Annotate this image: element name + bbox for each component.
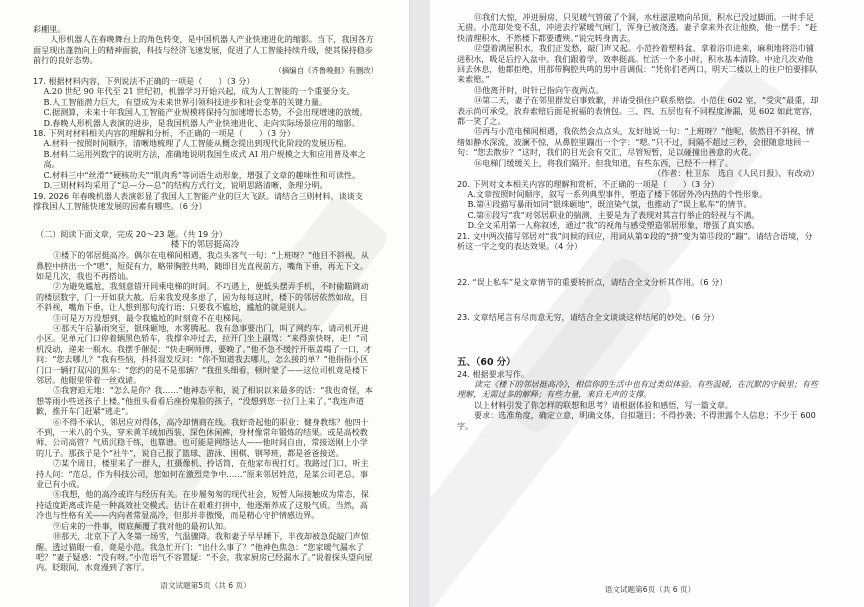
q20-option-a: A.文章按照时间顺序，叙写一系列典型事件，塑造了楼下邻居外冷内热的个性形象。 xyxy=(467,188,768,199)
source-note: （摘编自《齐鲁晚报》有删改） xyxy=(274,65,378,75)
q24-material: 读完《楼下的邻居挺高冷》，相信你的生活中也有过类似体验。有些温暖，在沉默的守候里；有些理解，无需过多的解释；有些力量，来自无声的支撑。 xyxy=(457,378,818,400)
material-end xyxy=(33,24,378,76)
author-line: （作者：杜卫东 选自《人民日报》，有改动） xyxy=(653,168,819,179)
q20-stem: 20. 下列对文本相关内容的理解和赏析，不正确的一项是（ ）（3 分） xyxy=(457,178,719,189)
article-paragraph: ⑪我们大惊，冲进厨房，只见暖气管破了个洞，水柱滋滋喷向吊顶，积水已没过脚面。一时手足无措。小范却处变不乱，冲进去拧紧暖气闸门，浑身已被浇透。妻子拿来外衣让他换，他一摆手：“赶快清理积水，不然楼下都要遭殃。”说完转身离去。 xyxy=(457,12,818,43)
q17-stem: 17. 根据材料内容，下列说法不正确的一项是（ ）（3 分） xyxy=(33,76,255,87)
page-5-content xyxy=(33,24,378,591)
q18-option-d: D.三则材料均采用了“总—分—总”的结构方式行文，说明思路清晰，条理分明。 xyxy=(43,180,328,191)
q17-option-a: A.20 世纪 90 年代至 21 世纪初，机器学习开始兴起，成为人工智能的一个重要分支。 xyxy=(43,86,355,97)
article-paragraph: ⑩那天，北京下了入冬第一场雪，气温骤降。我和妻子早早睡下，半夜却被急促敲门声惊醒。透过猫眼一看，竟是小范。我急忙开门：“出什么事了？”他神色焦急：“您家暖气漏水了吧？”妻子疑惑：“没有呀。”小范语气不容置疑：“不会，我家厨房已经漏水了。”说着探头望向屋内。眨眼间，水竟漫到了客厅。 xyxy=(36,531,373,573)
q18-option-c: C.材料三中“丝滑”“硬核功夫”“肌肉秀”等词语生动形象，增强了文章的趣味性和可读性。 xyxy=(43,169,361,180)
question-17 xyxy=(33,76,378,128)
writing-section xyxy=(457,358,819,431)
question-18 xyxy=(33,128,378,190)
article-paragraph: ⑭第二天，妻子在邻里群发启事致歉，并请受损住户联系赔偿。小范住 602 室，“受灾”最重，却表示尚可承受，放弃索赔后面是祝福的表情包。三、四、五层也有不同程度渗漏，见 602 如此宽容，都一笑了之。 xyxy=(457,95,819,127)
q20-option-d: D.全文采用第一人称叙述，通过“我”的视角与感受塑造邻居形象，增强了真实感。 xyxy=(467,220,760,231)
exam-page-6 xyxy=(430,0,864,607)
q20-option-b: B.第④段描写暴雨如同“银珠砸地”，既渲染气氛，也推动了“误上私车”的情节。 xyxy=(467,199,752,210)
article-paragraph: ⑥不得不承认，邻居应对得体，高冷却情商在线。我好奇起他的职业：健身教练？他四十不到，一米八的个头，穿米黄羊绒加西装、深色休闲裤，身材像常年锻炼的结果。或是高校教师、公司高管？气质沉稳干练，也靠谱。也可能是网络达人——他时间自由，常接送刚上小学的儿子。那孩子是个“社牛”，说自己报了篮球、游泳、围棋、钢琴班，都是爸爸接送。 xyxy=(36,416,369,458)
q24-stem: 24. 根据要求写作。 xyxy=(457,368,530,379)
article-paragraph: ⑦某个周日，楼里来了一群人，扛摄像机、拎话筒，在他家布视打灯。我路过门口，听主持人问：“范总，作为科技公司，您如何在激烈竞争中……”原来邻居姓范，是某公司老总，事业已有小成。 xyxy=(36,458,369,490)
q18-stem: 18. 下列对材料相关内容的理解和分析，不正确的一项是（ ）（3 分） xyxy=(33,128,295,139)
article-paragraph: ⑧我想，他的高冷或许与经历有关。在步履匆匆的现代社会，短暂人际接触成为常态，保持适度距离或许是一种高效社交模式。估计在艰难打拼中，他逐渐养成了这般气质。当然，高冷也与性格有关——内向者常显高冷，但那并非傲慢，而是精心守护情感边界。 xyxy=(36,489,369,521)
article-paragraph: ⑬他离开时，时针已指向午夜两点。 xyxy=(474,84,604,95)
q19-text: 19. 2026 年春晚机器人表演彰显了我国人工智能产业的巨大飞跃。请结合三则材料，谈谈支撑我国人工智能快速发展的因素有哪些。（6 分） xyxy=(33,190,363,211)
question-23 xyxy=(457,312,819,322)
question-20 xyxy=(457,179,819,231)
q17-option-d: D.春晚人形机器人表演的进步，是我国机器人产业快速进化、走向实际场景应用的缩影。 xyxy=(43,117,360,128)
article-paragraph: ⑫望着满屋积水，我们正发愁，敲门声又起。小范拎着塑料盆、拿着浴巾进来，麻利地将浴巾铺进积水，吸足后拧入盆中。我们跟着学，效率挺高。忙活一个多小时，积水基本清除。中途几次劝他回去休息，他都拒绝，用那带胸腔共鸣的男中音调侃：“凭你们老两口，明天二楼以上的住户怕要排队来索赔。” xyxy=(457,43,818,85)
q23-text: 23. 文章结尾言有尽而意无穷，请结合全文谈谈这样结尾的妙处。（6 分） xyxy=(457,311,719,322)
question-19 xyxy=(33,191,378,212)
article-paragraph: ①楼下的邻居挺高冷。偶尔在电梯间相遇，我点头客气一句：“上班呀？”他目不斜视，从鼻腔中挤出一个“嗯”，短促有力，略带胸腔共鸣，随即目光直视前方，嘴角下垂，再无下文。如是几次，我也不再搭讪。 xyxy=(36,250,369,281)
section-5-heading: 五、（60 分） xyxy=(457,357,516,369)
article-paragraph: ④那天午后暴雨突至，银珠砸地，水雾腾起。我有急事要出门，叫了网约车，请司机开进小区。见单元门口停着辆黑色轿车，我撑伞冲过去，拉开门坐上副驾：“来得蛮快呀，走！”司机没动，递来一瓶水。我摆手催促：“快走啊师傅，要晚了。”他不急不缓拧开瓶盖喝了一口，才问：“您去哪儿？”我有些恼，抖抖湿发反问：“你不知道我去哪儿，怎么接的单？”他指指小区门口一辆打双闪的黑车：“您约的是不是那辆？”我扭头细看，顿时蒙了——这位司机竟是楼下邻居。他眼里带着一丝戏谑。 xyxy=(36,322,373,385)
q17-option-b: B.人工智能潜力巨大，有望成为未来世界引领科技进步和社会变革的关键力量。 xyxy=(43,96,328,107)
q24-requirements: 要求：选准角度，确定立意，明确文体，自拟题目；不得抄袭；不得泄露个人信息；不少于 600 字。 xyxy=(457,410,816,431)
article-paragraph: ②为避免尴尬，我刻意错开同乘电梯的时间。不巧遇上，便低头摆弄手机，不时偷瞄跳动的楼层数字，门一开如获大赦。后来我发现多虑了，因为每每这时，楼下的邻居依然如故，目不斜视，嘴角下垂，让人想到那句流行语：只要我不尴尬，尴尬的就是别人。 xyxy=(36,281,369,313)
section-2-heading: （二）阅读下面文章，完成 20～23 题。（共 19 分） xyxy=(36,229,227,240)
article-title: 楼下的邻居挺高冷 xyxy=(170,239,240,250)
article-paragraph: ⑯电梯门缓缓关上，将我们隔开。但我知道，有些东西，已经不一样了。 xyxy=(474,157,734,168)
article-continued xyxy=(457,12,819,179)
reading-section-2 xyxy=(33,229,378,572)
page-6-content xyxy=(457,12,819,431)
q17-option-c: C.据测算，未来十年我国人工智能产业规模将保持匀加速增长态势，不会出现增速的放缓。 xyxy=(43,107,368,118)
q24-prompt: 以上材料引发了你怎样的联想和思考？请根据体验和感悟，写一篇文章。 xyxy=(474,399,734,410)
q20-option-c: C.第⑥段写“我”对邻居职业的揣测，主要是为了表现对其言行举止的轻视与不满。 xyxy=(467,209,760,220)
q18-option-b: B.材料二运用列数字的说明方法，准确地说明我国生成式 AI 用户规模之大和应用普及率之高。 xyxy=(43,148,366,170)
article-paragraph: ⑨后来的一件事，彻底颠覆了我对他的最初认知。 xyxy=(53,520,232,531)
article-paragraph: ③可是万万没想到，最令我尴尬的时刻竟不在电梯间。 xyxy=(53,312,248,323)
question-21 xyxy=(457,231,819,252)
page-footer: 语文试题第5页（共 6 页） xyxy=(160,580,251,590)
q22-text: 22. “误上私车”是文章情节的重要转折点，请结合全文分析其作用。（6 分） xyxy=(457,277,728,288)
article-paragraph: ⑮再与小范电梯间相遇，我依然会点点头，友好地说一句：“上班呀？”他呢，依然目不斜视，情绪如静水深流，波澜不惊，从鼻腔里蹦出一个字：“嗯。”只不过，间隔不超过三秒，会很随意地回一句：“您去散步？”这时，我们的目光会有交汇，尽管短暂，足以碰撞出善意的火花。 xyxy=(457,126,815,158)
page-footer: 语文试题第6页（共 6 页） xyxy=(604,585,696,594)
article-paragraph: ⑤我窘迫无地：“怎么是你？我……”他神态平和，说了相识以来最多的话：“我也奇怪，本想等雨小些送孩子上楼。”他扭头看看后座扮鬼脸的孩子，“没想到您一拉门上来了。”我连声道歉，推开车门赶紧“逃走”。 xyxy=(36,385,373,417)
question-22 xyxy=(457,277,819,287)
exam-page-5 xyxy=(0,0,409,607)
intro-tail: 彩棚里。 xyxy=(33,24,66,34)
page-gutter xyxy=(409,0,431,607)
intro-paragraph: 人形机器人在春晚舞台上的角色转变，是中国机器人产业快速进化的缩影。当下，我国各方面呈现出蓬勃向上的精神面貌，科技与经济飞速发展，促进了人工智能持续升级，使其保持稳步前行的良好态势。 xyxy=(33,34,374,66)
q21-text: 21. 文中两次描写邻居对“我”问候的回应，用词从第①段的“挤”变为第⑮段的“蹦”。请结合语境，分析这一字之变的表达效果。（4 分） xyxy=(457,230,813,251)
q18-option-a: A.材料一按照时间顺序，清晰地梳理了人工智能从概念提出到现代化阶段的发展历程。 xyxy=(43,138,352,149)
